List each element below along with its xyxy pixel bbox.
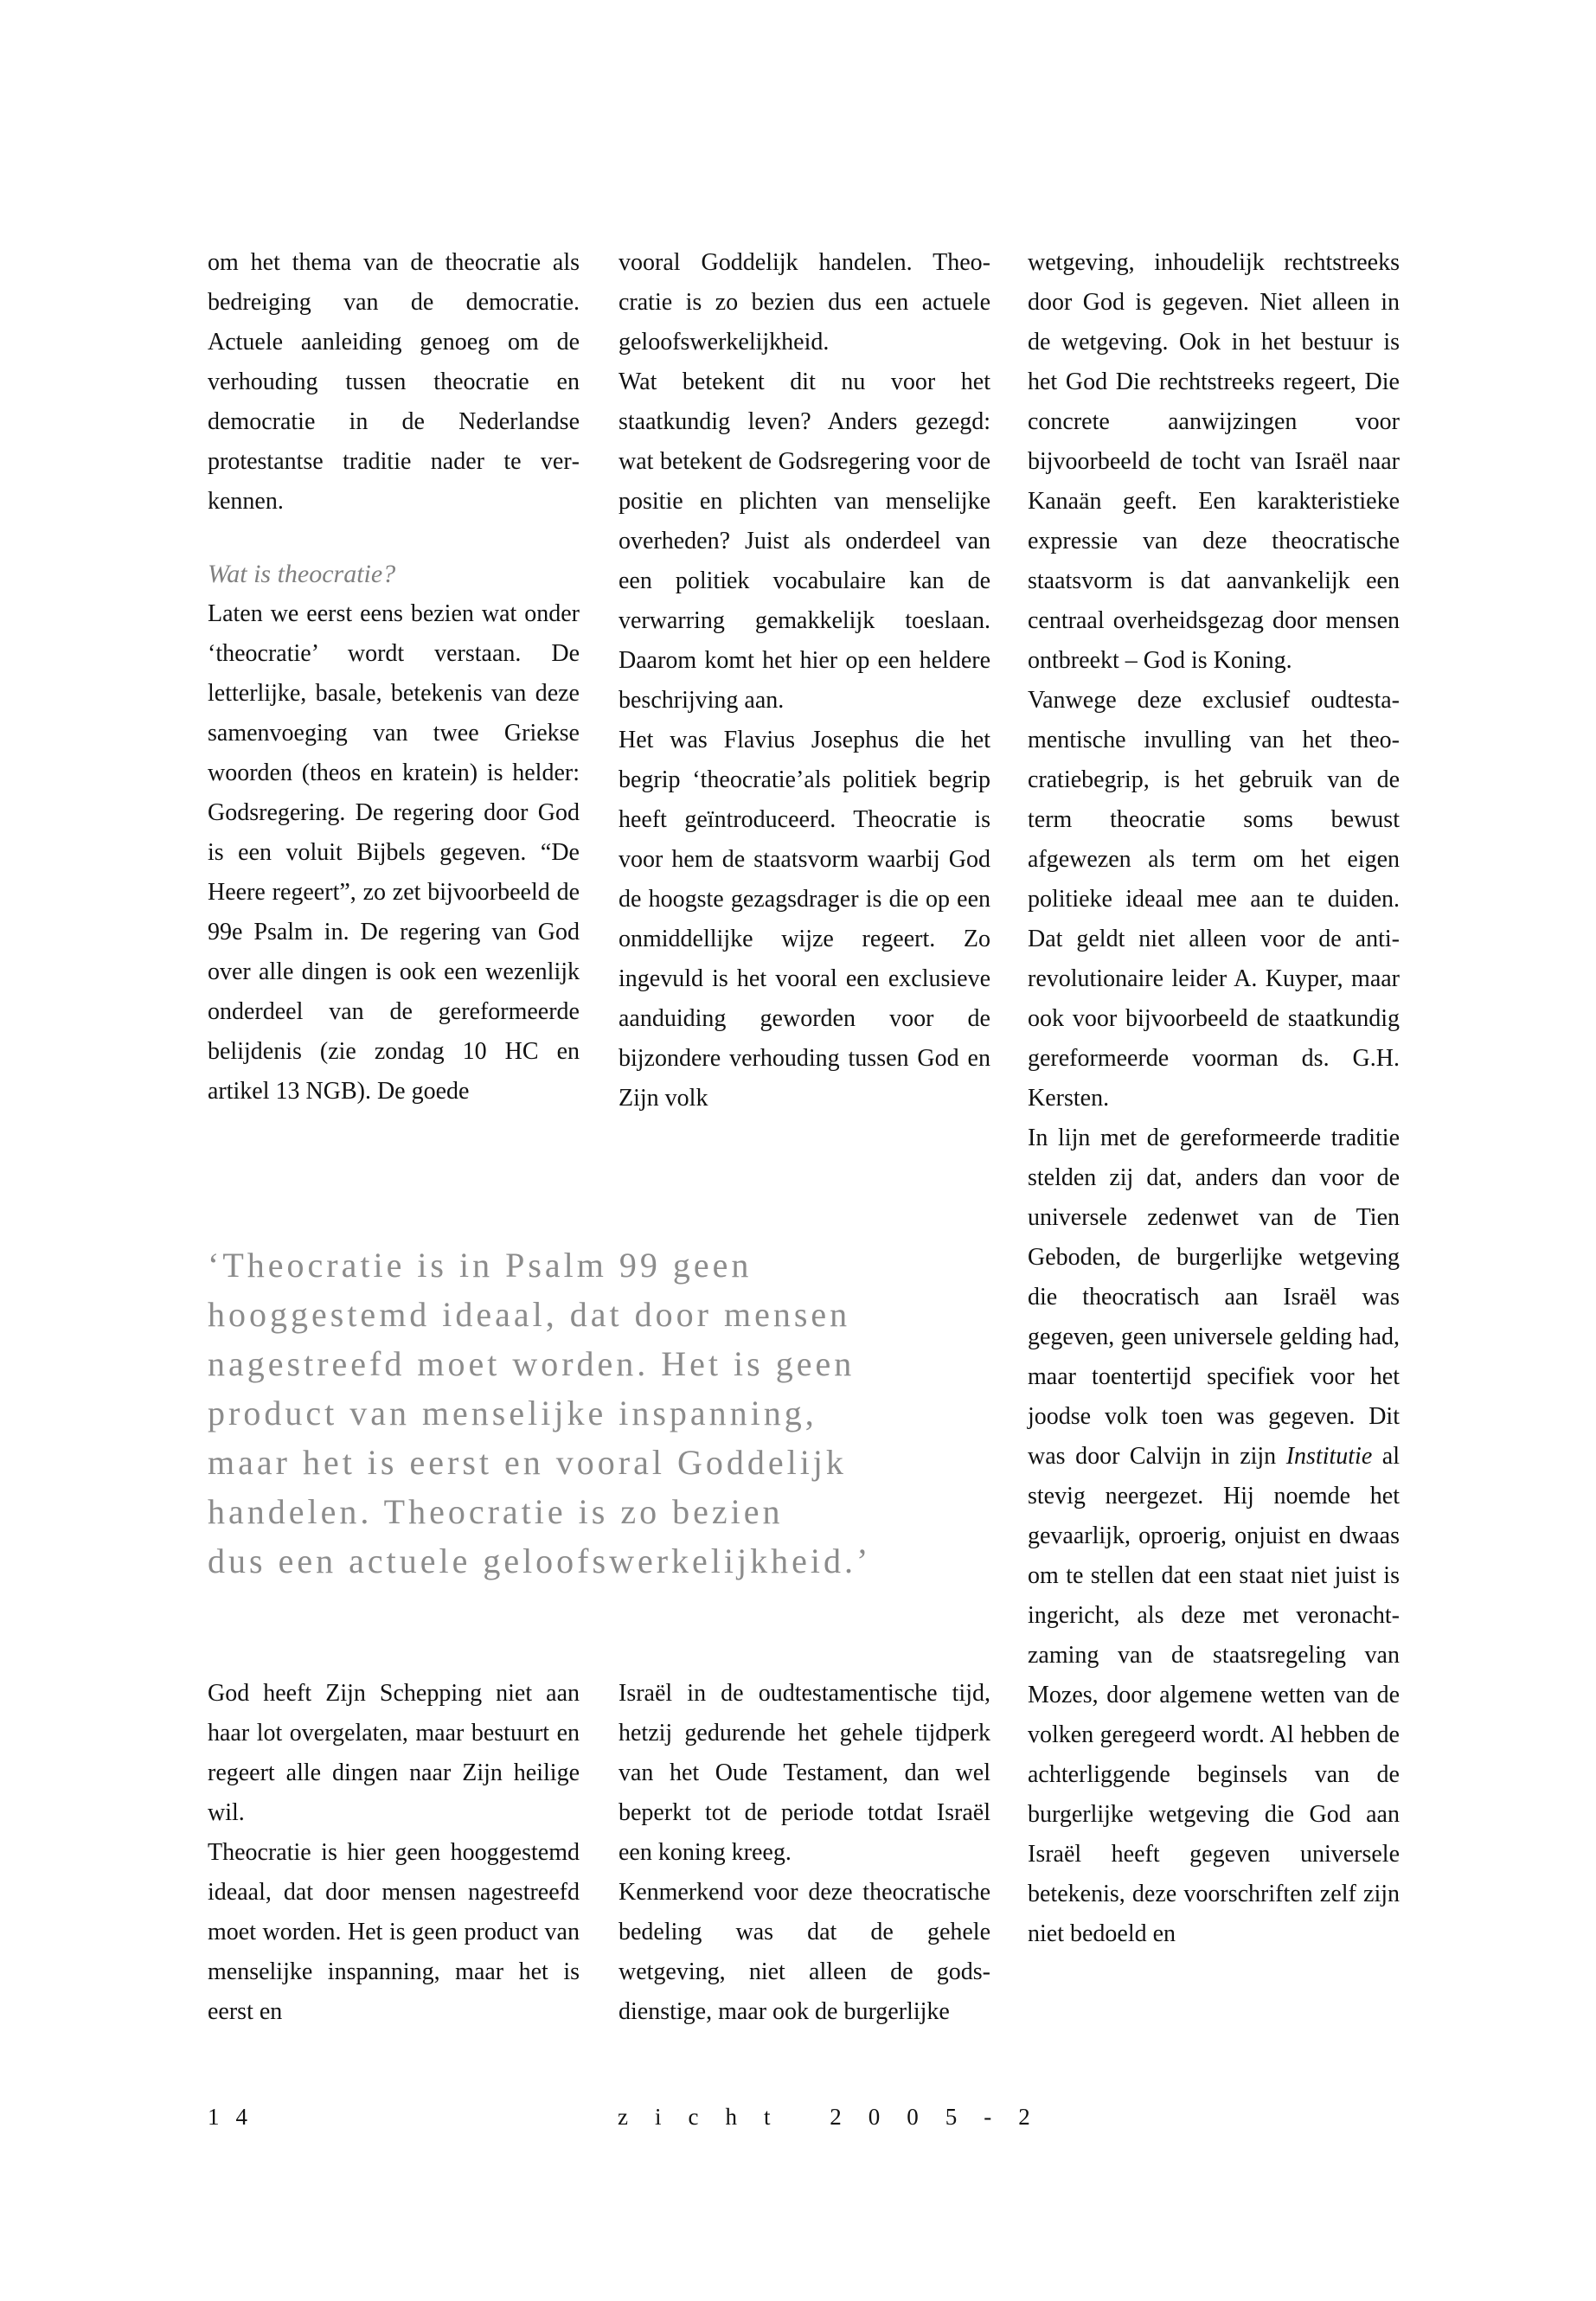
text-run: al stevig neergezet. Hij noemde het gevaarlijk, oproerig, onjuist en dwaas om te stellen dat een staat niet juist is ingericht, als deze met veronachtzaming van de staatsregeling van Mozes, door algemene wetten van de volken geregeerd wordt. Al hebben de achterliggende beginsels van de burgerlijke wetgeving die God aan Israël heeft gegeven universele betekenis, deze voorschriften zelf zijn niet bedoeld en [1028, 1443, 1400, 1947]
pull-quote-line: ‘Theocratie is in Psalm 99 geen [208, 1246, 753, 1285]
paragraph: Vanwege deze exclusief oudtestamentische invulling van het theocratiebegrip, is het gebruik van de term theocratie soms bewust afgewezen als term om het eigen politieke ideaal mee aan te duiden. Dat geldt niet alleen voor de anti-revolutionaire leider A. Kuyper, maar ook voor bijvoorbeeld de staatkundig gereformeerde voorman ds. G.H. Kersten. [1028, 687, 1400, 1112]
pull-quote-line: product van menselijke inspanning, [208, 1394, 817, 1433]
pull-quote-line: hooggestemd ideaal, dat door mensen [208, 1295, 851, 1334]
text-run: In lijn met de gereformeerde traditie stelden zij dat, anders dan voor de universele zedenwet van de Tien Geboden, de burgerlijke wetgeving die theocratisch aan Israël was gegeven, geen universele gelding had, maar toentertijd specifiek voor het joodse volk toen was gegeven. Dit was door Calvijn in zijn [1028, 1125, 1400, 1470]
pull-quote [208, 1240, 986, 1586]
page-number: 14 [208, 2104, 264, 2130]
paragraph: God heeft Zijn Schepping niet aan haar lot overgelaten, maar bestuurt en regeert alle dingen naar Zijn heilige wil. [208, 1680, 580, 1826]
book-title: Institutie [1285, 1443, 1373, 1470]
paragraph: Wat betekent dit nu voor het staatkundig leven? Anders gezegd: wat betekent de Godsregering voor de positie en plichten van menselijke overheden? Juist als onderdeel van een politiek vocabulaire kan de verwarring gemakkelijk toeslaan. Daarom komt het hier op een heldere beschrijving aan. [619, 369, 990, 714]
pull-quote-line: handelen. Theocratie is zo bezien [208, 1492, 784, 1531]
column-3 [1028, 243, 1400, 1954]
paragraph: Kenmerkend voor deze theocratische bedeling was dat de gehele wetgeving, niet alleen de godsdienstige, maar ook de burgerlijke [619, 1879, 990, 2025]
pull-quote-line: dus een actuele geloofswerkelijkheid.’ [208, 1541, 872, 1580]
pull-quote-line: nagestreefd moet worden. Het is geen [208, 1344, 856, 1383]
journal-issue: zicht 2005-2 [618, 2104, 1057, 2130]
paragraph: wetgeving, inhoudelijk rechtstreeks door God is gegeven. Niet alleen in de wetgeving. Ook in het bestuur is het God Die rechtstreeks regeert, Die concrete aanwijzingen voor bijvoorbeeld de tocht van Israël naar Kanaän geeft. Een karakteristieke expressie van deze theocratische staatsvorm is dat aanvankelijk een centraal overheidsgezag door mensen ontbreekt – God is Koning. [1028, 249, 1400, 674]
paragraph: om het thema van de theocratie als bedreiging van de democratie. Actuele aanleiding genoeg om de verhouding tussen theocratie en democratie in de Nederlandse protestantse traditie nader te verkennen. [208, 249, 580, 515]
column-2-bottom [619, 1674, 990, 2032]
column-1-bottom [208, 1674, 580, 2032]
section-heading: Wat is theocratie? [208, 560, 396, 588]
paragraph [1028, 1118, 1400, 1954]
pull-quote-line: maar het is eerst en vooral Goddelijk [208, 1443, 847, 1482]
paragraph: Israël in de oudtestamentische tijd, hetzij gedurende het gehele tijdperk van het Oude Testament, dan wel beperkt tot de periode totdat Israël een koning kreeg. [619, 1680, 990, 1866]
paragraph: Het was Flavius Josephus die het begrip ‘theocratie’als politiek begrip heeft geïntroduceerd. Theocratie is voor hem de staatsvorm waarbij God de hoogste gezagsdrager is die op een onmiddellijke wijze regeert. Zo ingevuld is het vooral een exclusieve aanduiding geworden voor de bijzondere verhouding tussen God en Zijn volk [619, 727, 990, 1112]
paragraph: vooral Goddelijk handelen. Theocratie is zo bezien dus een actuele geloofswerkelijkheid. [619, 249, 990, 356]
column-1-top [208, 243, 580, 1112]
paragraph: Laten we eerst eens bezien wat onder ‘theocratie’ wordt verstaan. De letterlijke, basale, betekenis van deze samenvoeging van twee Griekse woorden (theos en kratein) is helder: Godsregering. De regering door God is een voluit Bijbels gegeven. “De Heere regeert”, zo zet bijvoorbeeld de 99e Psalm in. De regering van God over alle dingen is ook een wezenlijk onderdeel van de gereformeerde belijdenis (zie zondag 10 HC en artikel 13 NGB). De goede [208, 600, 580, 1105]
paragraph: Theocratie is hier geen hooggestemd ideaal, dat door mensen nagestreefd moet worden. Het is geen product van menselijke inspanning, maar het is eerst en [208, 1839, 580, 2025]
column-2-top [619, 243, 990, 1118]
